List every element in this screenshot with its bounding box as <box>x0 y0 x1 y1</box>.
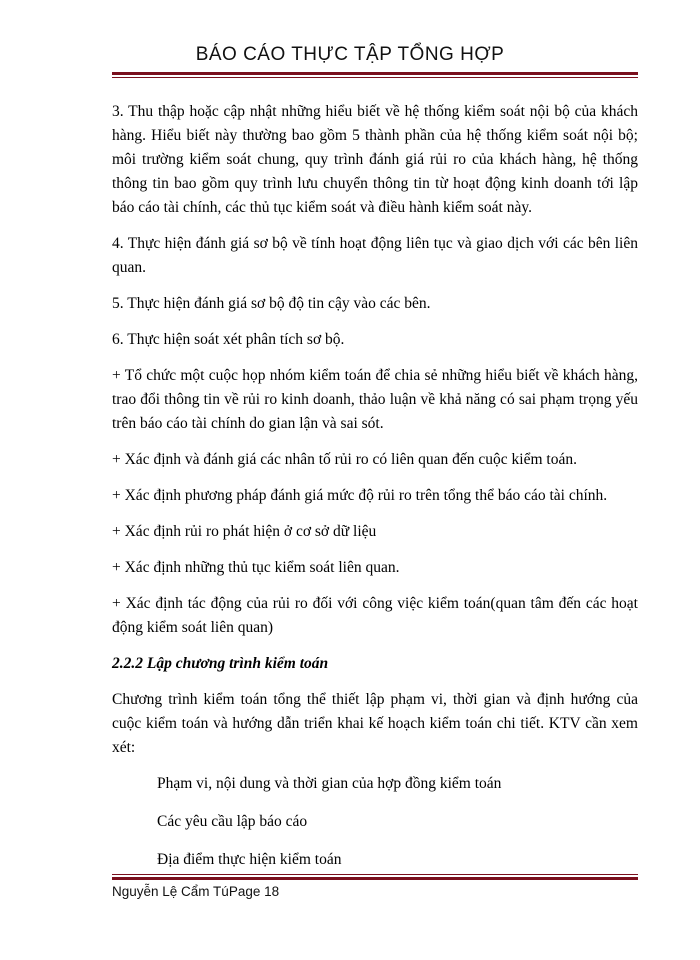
indented-item: Địa điểm thực hiện kiểm toán <box>157 851 342 868</box>
bullet-risk-factors: + Xác định và đánh giá các nhân tố rủi ro có liên quan đến cuộc kiểm toán. <box>112 451 577 468</box>
bullet-risk-method: + Xác định phương pháp đánh giá mức độ rủi ro trên tổng thể báo cáo tài chính. <box>112 487 608 504</box>
paragraph-3: 3. Thu thập hoặc cập nhật những hiểu biết về hệ thống kiểm soát nội bộ của khách hàng. Hiểu biết này thường bao gồm 5 thành phần của hệ thống kiểm soát nội bộ; môi trường kiểm soát chung, quy trình đánh giá rủi ro của khách hàng, hệ thống thông tin bao gồm quy trình lưu chuyển thông tin từ hoạt động kinh doanh tới lập báo cáo tài chính, các thủ tục kiểm soát và điều hành kiểm soát này. <box>112 103 638 216</box>
document-body <box>112 100 638 886</box>
paragraph-5: 5. Thực hiện đánh giá sơ bộ độ tin cậy vào các bên. <box>112 295 431 312</box>
section-paragraph: Chương trình kiểm toán tổng thể thiết lập phạm vi, thời gian và định hướng của cuộc kiểm toán và hướng dẫn triển khai kế hoạch kiểm toán chi tiết. KTV cần xem xét: <box>112 691 638 756</box>
bullet-detection-risk: + Xác định rủi ro phát hiện ở cơ sở dữ liệu <box>112 523 377 540</box>
paragraph-6: 6. Thực hiện soát xét phân tích sơ bộ. <box>112 331 345 348</box>
bullet-control-procedures: + Xác định những thủ tục kiểm soát liên quan. <box>112 559 400 576</box>
indented-item: Các yêu cầu lập báo cáo <box>157 813 308 830</box>
footer-rule-thin <box>112 874 638 875</box>
bullet-risk-impact: + Xác định tác động của rủi ro đối với công việc kiểm toán(quan tâm đến các hoạt động kiểm soát liên quan) <box>112 595 638 636</box>
bullet-meeting: + Tổ chức một cuộc họp nhóm kiểm toán để chia sẻ những hiểu biết về khách hàng, trao đổi thông tin về rủi ro kinh doanh, thảo luận về khả năng có sai phạm trọng yếu trên báo cáo tài chính do gian lận và sai sót. <box>112 367 638 432</box>
footer-rule-thick <box>112 877 638 880</box>
section-heading: 2.2.2 Lập chương trình kiểm toán <box>112 655 329 672</box>
header-rule-thick <box>112 72 638 75</box>
indented-item: Phạm vi, nội dung và thời gian của hợp đồng kiểm toán <box>157 775 502 792</box>
footer-text: Nguyễn Lệ Cẩm TúPage 18 <box>112 884 280 899</box>
header-rule-thin <box>112 77 638 78</box>
header-title: BÁO CÁO THỰC TẬP TỔNG HỢP <box>195 44 505 65</box>
paragraph-4: 4. Thực hiện đánh giá sơ bộ về tính hoạt động liên tục và giao dịch với các bên liên quan. <box>112 235 638 276</box>
